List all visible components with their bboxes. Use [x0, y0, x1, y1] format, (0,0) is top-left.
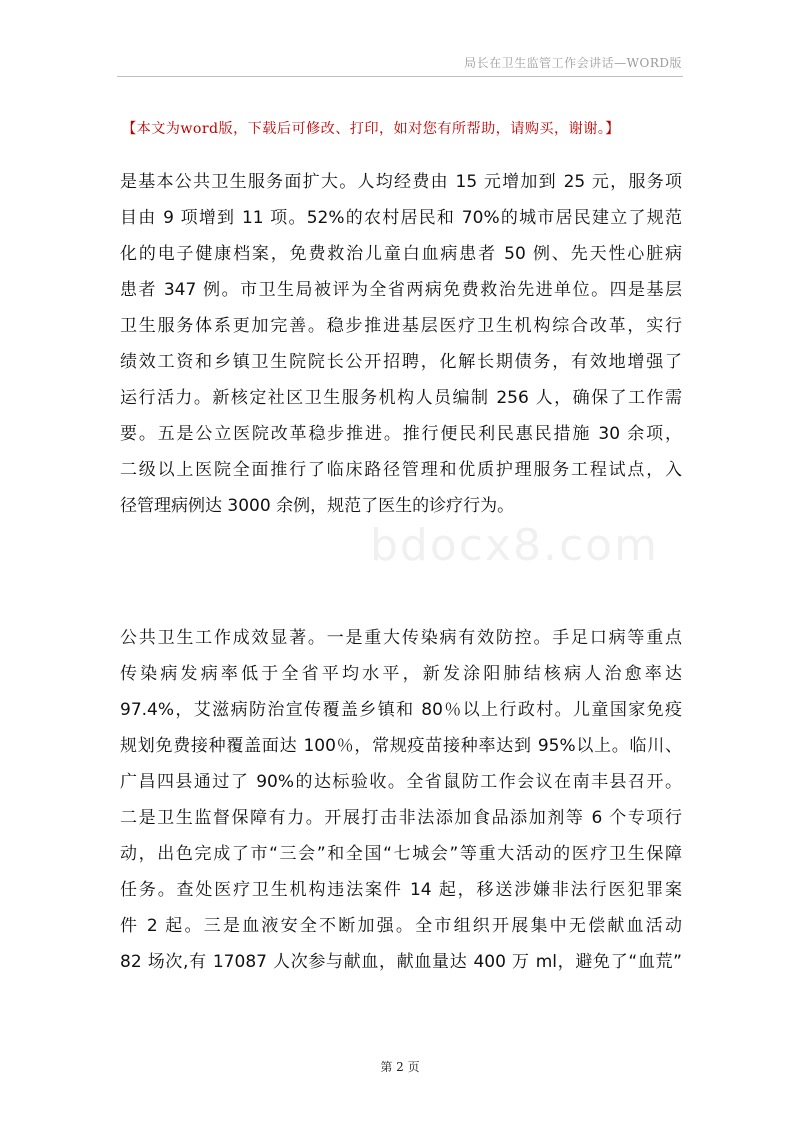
paragraph-line: 任务。查处医疗卫生机构违法案件 14 起，移送涉嫌非法行医犯罪案 — [120, 880, 682, 900]
paragraph-line: 目由 9 项增到 11 项。52%的农村居民和 70%的城市居民建立了规范 — [120, 208, 682, 228]
paragraph-line: 二是卫生监督保障有力。开展打击非法添加食品添加剂等 6 个专项行 — [120, 808, 682, 828]
download-notice: 【本文为word版，下载后可修改、打印，如对您有所帮助，请购买，谢谢。】 — [122, 121, 620, 137]
document-header-title: 局长在卫生监管工作会讲话—WORD版 — [464, 56, 682, 70]
header-divider — [117, 76, 683, 77]
paragraph-line: 绩效工资和乡镇卫生院院长公开招聘，化解长期债务，有效地增强了 — [120, 352, 682, 372]
paragraph-line: 运行活力。新核定社区卫生服务机构人员编制 256 人，确保了工作需 — [120, 388, 682, 408]
body-paragraph-1 — [120, 164, 682, 524]
body-paragraph-2 — [120, 620, 682, 980]
paragraph-line: 化的电子健康档案，免费救治儿童白血病患者 50 例、先天性心脏病 — [120, 244, 682, 264]
paragraph-line: 件 2 起。三是血液安全不断加强。全市组织开展集中无偿献血活动 — [120, 916, 682, 936]
paragraph-line: 是基本公共卫生服务面扩大。人均经费由 15 元增加到 25 元，服务项 — [120, 172, 682, 192]
paragraph-line: 二级以上医院全面推行了临床路径管理和优质护理服务工程试点，入 — [120, 460, 682, 480]
paragraph-line: 广昌四县通过了 90%的达标验收。全省鼠防工作会议在南丰县召开。 — [120, 772, 682, 792]
paragraph-line: 径管理病例达 3000 余例，规范了医生的诊疗行为。 — [120, 496, 515, 516]
paragraph-line: 82 场次,有 17087 人次参与献血，献血量达 400 万 ml，避免了“血荒” — [120, 952, 682, 972]
paragraph-line: 要。五是公立医院改革稳步推进。推行便民利民惠民措施 30 余项， — [120, 424, 682, 444]
paragraph-line: 动，出色完成了市“三会”和全国“七城会”等重大活动的医疗卫生保障 — [120, 844, 682, 864]
page-number: 第 2 页 — [380, 1060, 420, 1074]
paragraph-line: 规划免费接种覆盖面达 100％，常规疫苗接种率达到 95%以上。临川、 — [120, 736, 682, 756]
watermark: bdocx8.com — [370, 520, 659, 571]
paragraph-line: 卫生服务体系更加完善。稳步推进基层医疗卫生机构综合改革，实行 — [120, 316, 682, 336]
paragraph-line: 97.4%，艾滋病防治宣传覆盖乡镇和 80％以上行政村。儿童国家免疫 — [120, 700, 682, 720]
paragraph-line: 患者 347 例。市卫生局被评为全省两病免费救治先进单位。四是基层 — [120, 280, 682, 300]
paragraph-line: 传染病发病率低于全省平均水平，新发涂阳肺结核病人治愈率达 — [120, 664, 682, 684]
paragraph-line: 公共卫生工作成效显著。一是重大传染病有效防控。手足口病等重点 — [120, 628, 682, 648]
